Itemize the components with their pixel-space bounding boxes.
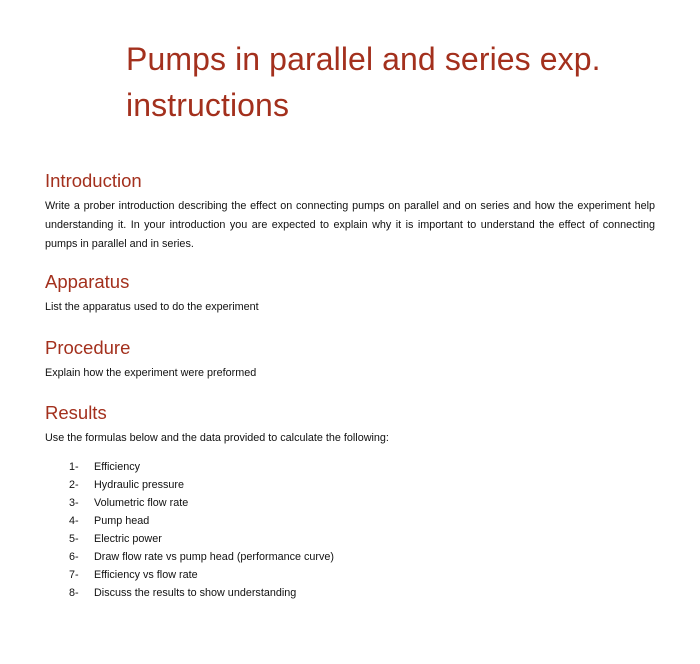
- document-title: Pumps in parallel and series exp. instructions: [126, 41, 601, 123]
- list-item: [69, 548, 655, 566]
- list-item-number: 4-: [69, 515, 79, 527]
- results-heading: Results: [45, 402, 107, 423]
- list-item: [69, 530, 655, 548]
- introduction-heading: Introduction: [45, 170, 142, 191]
- list-item-number: 3-: [69, 497, 79, 509]
- list-item: [69, 566, 655, 584]
- procedure-text: Explain how the experiment were preformed: [45, 367, 257, 379]
- list-item: [69, 512, 655, 530]
- procedure-heading: Procedure: [45, 337, 131, 358]
- results-text: Use the formulas below and the data provided to calculate the following:: [45, 432, 389, 444]
- results-list: [45, 458, 655, 602]
- list-item-number: 6-: [69, 551, 79, 563]
- apparatus-heading: Apparatus: [45, 271, 130, 292]
- list-item-text: Discuss the results to show understanding: [94, 587, 297, 599]
- procedure-section: [45, 337, 655, 383]
- list-item-number: 8-: [69, 587, 79, 599]
- list-item: [69, 458, 655, 476]
- list-item-text: Hydraulic pressure: [94, 479, 185, 491]
- apparatus-text: List the apparatus used to do the experiment: [45, 301, 259, 313]
- list-item-text: Volumetric flow rate: [94, 497, 189, 509]
- results-section: [45, 402, 655, 602]
- list-item-text: Draw flow rate vs pump head (performance curve): [94, 551, 335, 563]
- list-item-text: Efficiency: [94, 461, 141, 473]
- list-item-text: Efficiency vs flow rate: [94, 569, 198, 581]
- list-item-number: 2-: [69, 479, 79, 491]
- list-item-text: Pump head: [94, 515, 150, 527]
- introduction-text: Write a prober introduction describing the effect on connecting pumps on parallel and on series and how the experiment help understanding it. In your introduction you are expected to explain why it is important to understand the effect of connecting pumps in parallel and in series.: [45, 200, 655, 250]
- list-item: [69, 494, 655, 512]
- introduction-section: [45, 170, 655, 254]
- list-item-number: 1-: [69, 461, 79, 473]
- list-item: [69, 584, 655, 602]
- list-item: [69, 476, 655, 494]
- list-item-number: 5-: [69, 533, 79, 545]
- list-item-number: 7-: [69, 569, 79, 581]
- list-item-text: Electric power: [94, 533, 162, 545]
- apparatus-section: [45, 271, 655, 317]
